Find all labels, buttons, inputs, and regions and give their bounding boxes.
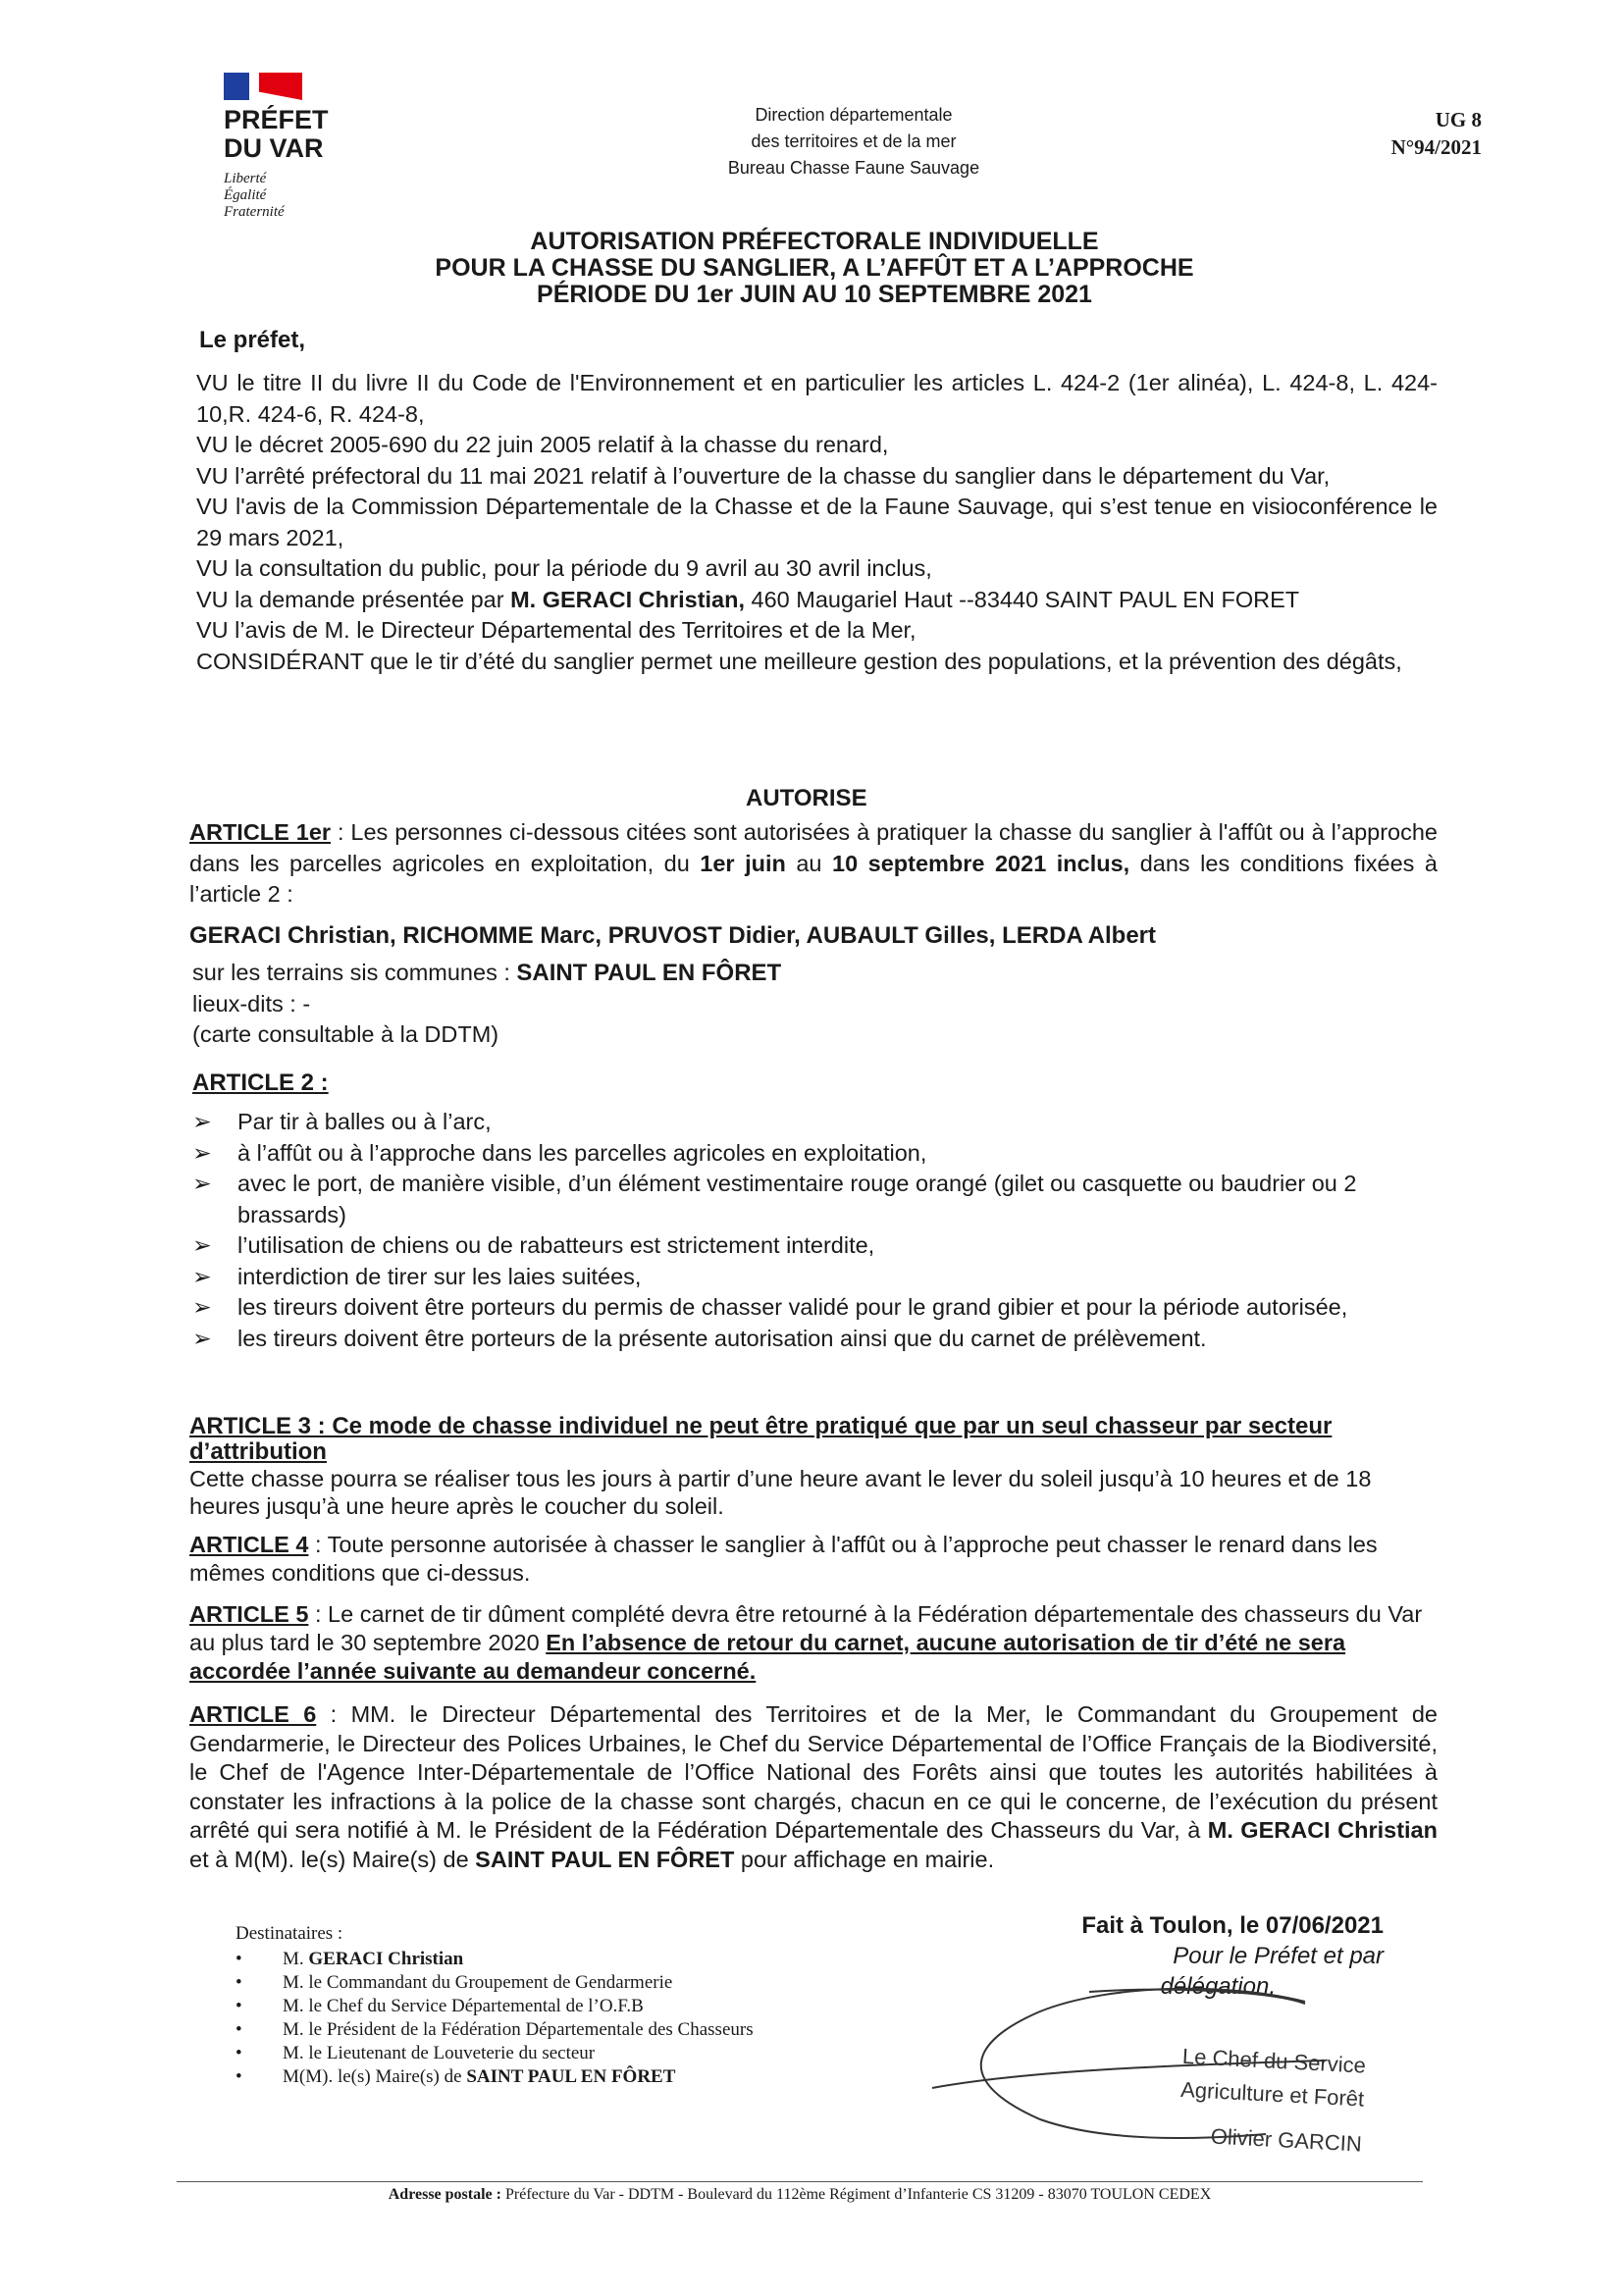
commune-name: SAINT PAUL EN FÔRET <box>516 960 782 986</box>
recipient-item: • M. le Commandant du Groupement de Gendarmerie <box>236 1971 754 1995</box>
decision-number: N°94/2021 <box>1390 135 1482 159</box>
motto-liberte: Liberté <box>224 171 267 186</box>
direction-line-2: des territoires et de la mer <box>751 131 957 151</box>
motto-fraternite: Fraternité <box>224 204 285 220</box>
arrow-bullet-icon: ➢ <box>192 1109 212 1134</box>
visas-section <box>196 368 1438 677</box>
visa-1: VU le titre II du livre II du Code de l'Environnement et en particulier les articles L. 424-2 (1er alinéa), L. 424-8, L. 424-10,R. 424-6, R. 424-8, <box>196 370 1438 427</box>
condition-item: ➢ interdiction de tirer sur les laies suitées, <box>192 1262 1440 1293</box>
postal-address-footer: Adresse postale : Préfecture du Var - DDTM - Boulevard du 112ème Régiment d’Infanterie CS 31209 - 83070 TOULON CEDEX <box>388 2186 1212 2203</box>
arrow-bullet-icon: ➢ <box>192 1232 212 1258</box>
condition-item: ➢ avec le port, de manière visible, d’un élément vestimentaire rouge orangé (gilet ou casquette ou baudrier ou 2 brassards) <box>192 1171 1357 1227</box>
footer-divider <box>177 2181 1423 2182</box>
article-3-heading: ARTICLE 3 : Ce mode de chasse individuel ne peut être pratiqué que par un seul chasseur par secteur d’attribution <box>189 1413 1333 1465</box>
article-2-conditions <box>192 1107 1440 1354</box>
article-1: ARTICLE 1er : Les personnes ci-dessous citées sont autorisées à pratiquer la chasse du sanglier à l'affût ou à l’approche dans les parcelles agricoles en exploitation, du 1er juin au 10 septembre 2021 inclus, dans les conditions fixées à l’article 2 : <box>189 819 1438 907</box>
carte-note: (carte consultable à la DDTM) <box>192 1021 499 1047</box>
arrow-bullet-icon: ➢ <box>192 1139 212 1166</box>
recipient-item: • M. GERACI Christian <box>236 1948 754 1971</box>
recipient-item: • M. le Président de la Fédération Départementale des Chasseurs <box>236 2018 754 2042</box>
signatory-stamp <box>1037 2032 1367 2161</box>
article-2-heading: ARTICLE 2 : <box>192 1070 329 1096</box>
considerant: CONSIDÉRANT que le tir d’été du sanglier permet une meilleure gestion des populations, et la prévention des dégâts, <box>196 648 1402 674</box>
title-line-2: POUR LA CHASSE DU SANGLIER, A L’AFFÛT ET A L’APPROCHE <box>435 254 1194 282</box>
arrow-bullet-icon: ➢ <box>192 1294 212 1320</box>
article-1-heading: ARTICLE 1er <box>189 819 332 845</box>
article-4-heading: ARTICLE 4 <box>189 1532 309 1557</box>
article-3-text: Cette chasse pourra se réaliser tous les jours à partir d’une heure avant le lever du soleil jusqu’à 10 heures et de 18 heures jusqu’à une heure après le coucher du soleil. <box>189 1466 1372 1519</box>
condition-item: ➢ l’utilisation de chiens ou de rabatteurs est strictement interdite, <box>192 1230 1440 1262</box>
document-title <box>294 229 1335 308</box>
article-4: ARTICLE 4 : Toute personne autorisée à chasser le sanglier à l'affût ou à l’approche peut chasser le renard dans les mêmes conditions que ci-dessus. <box>189 1532 1378 1586</box>
recipients-heading: Destinataires : <box>236 1923 343 1944</box>
arrow-bullet-icon: ➢ <box>192 1171 212 1196</box>
stamp-line-2: Agriculture et Forêt <box>1179 2076 1365 2112</box>
title-line-1: AUTORISATION PRÉFECTORALE INDIVIDUELLE <box>530 228 1099 255</box>
article-5-heading: ARTICLE 5 <box>189 1601 309 1627</box>
condition-item: ➢ les tireurs doivent être porteurs du permis de chasser validé pour le grand gibier et pour la période autorisée, <box>192 1292 1440 1324</box>
direction-line-3: Bureau Chasse Faune Sauvage <box>727 158 980 178</box>
logo-line-2: DU VAR <box>224 133 324 163</box>
condition-item: ➢ les tireurs doivent être porteurs de la présente autorisation ainsi que du carnet de prélèvement. <box>192 1324 1440 1355</box>
condition-item: ➢ à l’affût ou à l’approche dans les parcelles agricoles en exploitation, <box>192 1138 1440 1170</box>
place-and-date: Fait à Toulon, le 07/06/2021 <box>1081 1912 1384 1939</box>
direction-line-1: Direction départementale <box>755 105 953 125</box>
recipients-list <box>236 1922 754 2089</box>
arrow-bullet-icon: ➢ <box>192 1325 212 1351</box>
visa-4: VU l'avis de la Commission Départementale de la Chasse et de la Faune Sauvage, qui s’est tenue en visioconférence le 29 mars 2021, <box>196 494 1438 550</box>
document-reference <box>1285 106 1482 161</box>
visa-6: VU la demande présentée par M. GERACI Christian, 460 Maugariel Haut --83440 SAINT PAUL EN FORET <box>196 586 1300 612</box>
article-5-warning: En l’absence de retour du carnet, aucune autorisation de tir d’été ne sera accordée l’année suivante au demandeur concerné. <box>189 1630 1346 1684</box>
prefecture-logo <box>224 73 351 221</box>
article-1-terrains: sur les terrains sis communes : SAINT PAUL EN FÔRET lieux-dits : - (carte consultable à la DDTM) <box>192 958 977 1051</box>
article-5: ARTICLE 5 : Le carnet de tir dûment complété devra être retourné à la Fédération départementale des chasseurs du Var au plus tard le 30 septembre 2020 En l’absence de retour du carnet, aucune autorisation de tir d’été ne sera accordée l’année suivante au demandeur concerné. <box>189 1601 1423 1684</box>
visa-7: VU l’avis de M. le Directeur Départemental des Territoires et de la Mer, <box>196 617 916 643</box>
lieux-dits: lieux-dits : - <box>192 990 311 1017</box>
visa-5: VU la consultation du public, pour la période du 9 avril au 30 avril inclus, <box>196 555 932 581</box>
recipient-item: • M(M). le(s) Maire(s) de SAINT PAUL EN FÔRET <box>236 2065 754 2089</box>
recipient-item: • M. le Lieutenant de Louveterie du secteur <box>236 2042 754 2065</box>
applicant-name: M. GERACI Christian, <box>510 586 745 612</box>
visa-3: VU l’arrêté préfectoral du 11 mai 2021 relatif à l’ouverture de la chasse du sanglier dans le département du Var, <box>196 462 1331 489</box>
delegation-line-1: Pour le Préfet et par <box>1173 1943 1384 1969</box>
logo-line-1: PRÉFET <box>224 105 329 134</box>
signatory-name: Olivier GARCIN <box>1210 2123 1363 2157</box>
visa-2: VU le décret 2005-690 du 22 juin 2005 relatif à la chasse du renard, <box>196 432 889 457</box>
article-6: ARTICLE 6 : MM. le Directeur Départemental des Territoires et de la Mer, le Commandant du Groupement de Gendarmerie, le Directeur des Polices Urbaines, le Chef du Service Départemental de l’Office Français de la Biodiversité, le Chef de l'Agence Inter-Départementale de l’Office National des Forêts ainsi que toutes les autorités habilitées à constater les infractions à la police de la chasse sont chargés, chacun en ce qui le concerne, de l’exécution du présent arrêté qui sera notifié à M. le Président de la Fédération Départementale des Chasseurs du Var, à M. GERACI Christian et à M(M). le(s) Maire(s) de SAINT PAUL EN FÔRET pour affichage en mairie. <box>189 1701 1438 1872</box>
ug-number: UG 8 <box>1435 108 1482 131</box>
recipient-item: • M. le Chef du Service Départemental de l’O.F.B <box>236 1995 754 2018</box>
delegation-line-2: délégation, <box>1160 1973 1276 2000</box>
issuing-department <box>667 102 1040 182</box>
authorized-hunters: GERACI Christian, RICHOMME Marc, PRUVOST Didier, AUBAULT Gilles, LERDA Albert <box>189 922 1156 949</box>
condition-item: ➢ Par tir à balles ou à l’arc, <box>192 1107 1440 1138</box>
arrow-bullet-icon: ➢ <box>192 1263 212 1289</box>
le-prefet-heading: Le préfet, <box>199 327 306 353</box>
title-line-3: PÉRIODE DU 1er JUIN AU 10 SEPTEMBRE 2021 <box>537 281 1092 308</box>
article-6-heading: ARTICLE 6 <box>189 1701 317 1727</box>
article-3 <box>189 1414 1438 1520</box>
motto-egalite: Égalité <box>224 187 267 203</box>
marianne-flag-icon <box>224 73 302 100</box>
stamp-line-1: Le Chef du Service <box>1181 2043 1367 2078</box>
autorise-heading: AUTORISE <box>746 785 867 811</box>
